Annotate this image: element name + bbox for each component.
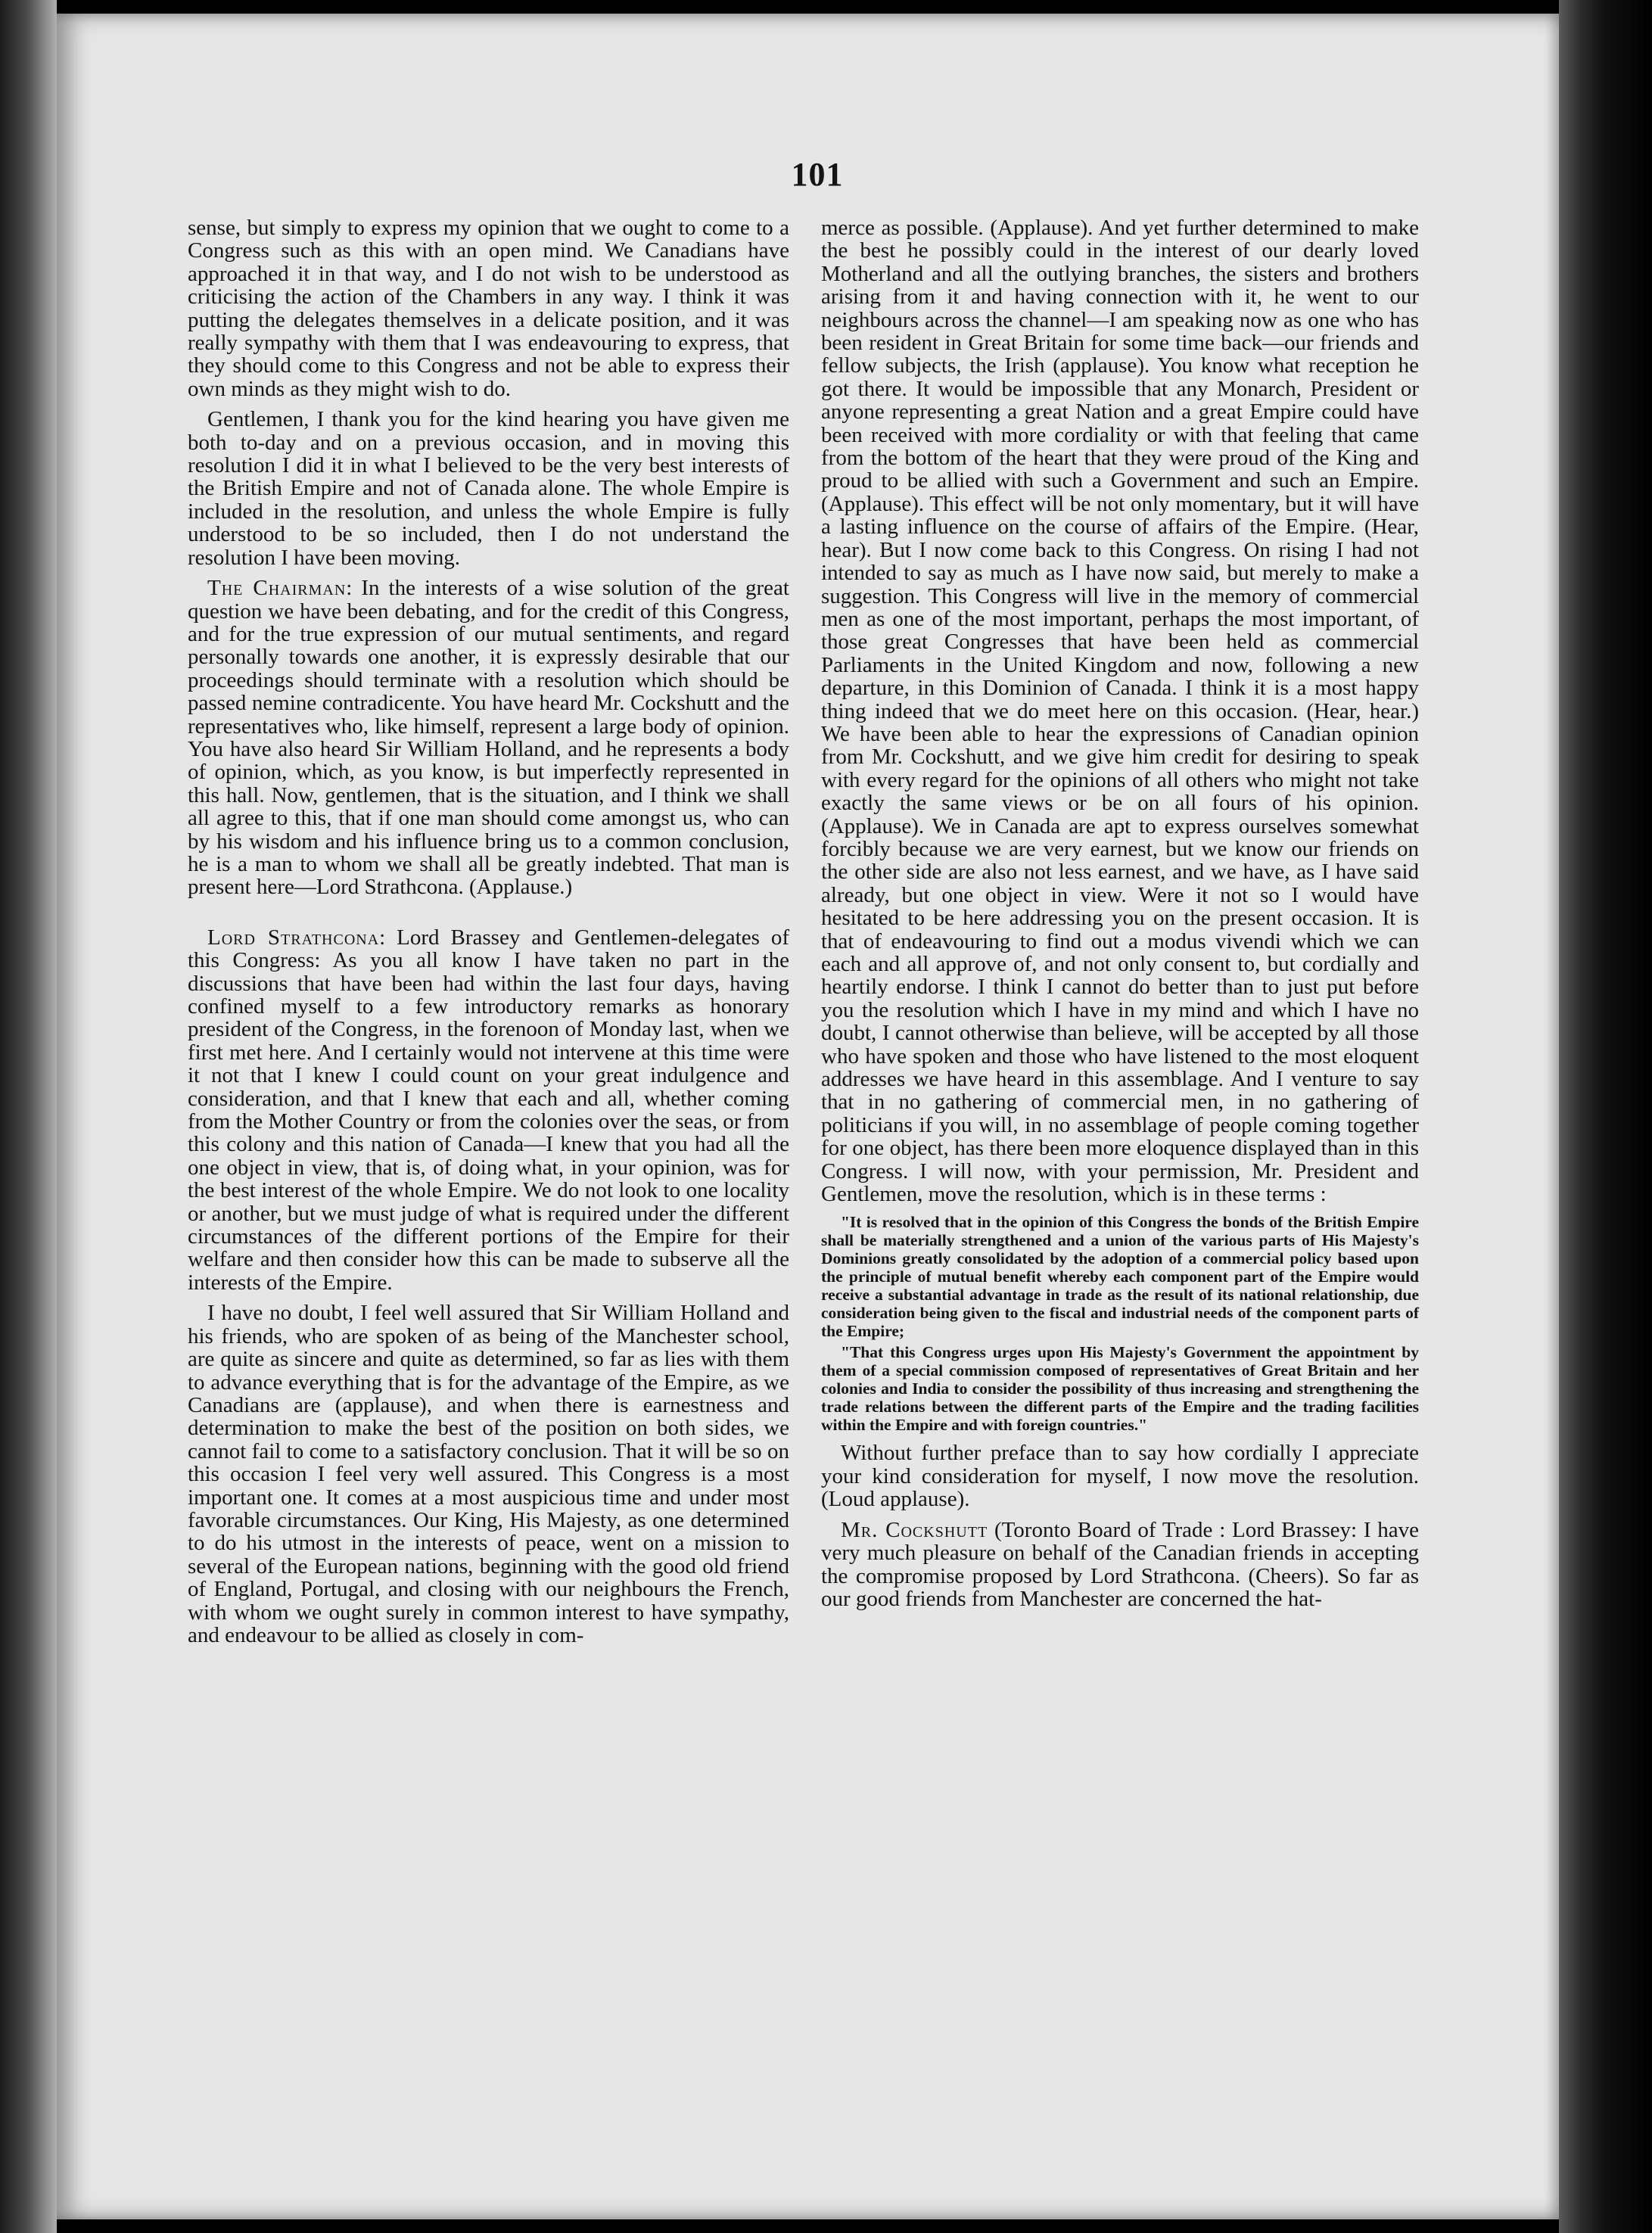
speaker-name: The Chairman	[207, 576, 347, 601]
previous-page-edge	[0, 0, 57, 2233]
resolution-quote	[821, 1213, 1419, 1434]
paragraph: Gentlemen, I thank you for the kind hearing you have given me both to-day and on a previous occasion, and in moving this resolution I did it in what I believed to be the very best interests of the British Empire and not of Canada alone. The whole Empire is included in the resolution, and unless the whole Empire is fully understood to be so included, then I do not understand the resolution I have been moving.	[188, 407, 789, 570]
paragraph: merce as possible. (Applause). And yet further determined to make the best he possibly could in the interest of our dearly loved Motherland and all the outlying branches, the sisters and brothers arising from it and having connection with it, he went to our neighbours across the channel—I am speaking now as one who has been resident in Great Britain for some time back—our friends and fellow subjects, the Irish (applause). You know what reception he got there. It would be impossible that any Monarch, President or anyone representing a great Nation and a great Empire could have been received with more cordiality or with that feeling that came from the bottom of the heart that they were proud of the King and proud to be allied with such a Government and such an Empire. (Applause). This effect will be not only momentary, but it will have a lasting influence on the course of affairs of the Empire. (Hear, hear). But I now come back to this Congress. On rising I had not intended to say as much as I have now said, but merely to make a suggestion. This Congress will live in the memory of commercial men as one of the most important, perhaps the most important, of those great Congresses that have been held as commercial Parliaments in the United Kingdom and now, following a new departure, in this Dominion of Canada. I think it is a most happy thing indeed that we do meet here on this occasion. (Hear, hear.) We have been able to hear the expressions of Canadian opinion from Mr. Cockshutt, and we give him credit for desiring to speak with every regard for the opinions of all others who might not take exactly the same views or be on all fours of his opinion. (Applause). We in Canada are apt to express ourselves somewhat forcibly because we are very earnest, but we know our friends on the other side are also not less earnest, and we have, as I have said already, but one object in view. Were it not so I would have hesitated to be here addressing you on the present occasion. It is that of endeavouring to find out a modus vivendi which we can each and all approve of, and not only consent to, but cordially and heartily endorse. I think I cannot do better than to just put before you the resolution which I have in my mind and which I have no doubt, I cannot otherwise than believe, will be accepted by all those who have spoken and those who have listened to the most eloquent addresses we have heard in this assemblage. And I venture to say that in no gathering of commercial men, in no gathering of politicians if you will, in no assemblage of people coming together for one object, has there been more eloquence displayed than in this Congress. I will now, with your permission, Mr. President and Gentlemen, move the resolution, which is in these terms :	[821, 216, 1419, 1207]
paragraph: Without further preface than to say how cordially I appreciate your kind consideration for myself, I now move the resolution. (Loud applause).	[821, 1441, 1419, 1512]
paragraph	[188, 577, 789, 899]
paragraph	[821, 1519, 1419, 1611]
section-gap	[188, 907, 789, 926]
speaker-name: Lord Strathcona	[207, 925, 380, 950]
speech-text: : Lord Brassey and Gentlemen-delegates of this Congress: As you all know I have taken no part in the discussions that have been had within the last four days, having confined myself to a few introductory remarks as honorary president of the Congress, in the forenoon of Monday last, when we first met here. And I certainly would not intervene at this time were it not that I knew I could count on your great indulgence and consideration, and that I knew that each and all, whether coming from the Mother Country or from the colonies over the seas, or from this colony and this nation of Canada—I knew that you had all the one object in view, that is, of doing what, in your opinion, was for the best interest of the whole Empire. We do not look to one locality or another, but we must judge of what is required under the different circumstances of the different portions of the Empire for their welfare and then consider how this can be made to subserve all the interests of the Empire.	[188, 925, 790, 1295]
left-column	[188, 216, 789, 1654]
right-column	[821, 216, 1419, 1618]
paragraph	[188, 926, 789, 1295]
paragraph: I have no doubt, I feel well assured that Sir William Holland and his friends, who are spoken of as being of the Manchester school, are quite as sincere and quite as determined, so far as lies with them to advance everything that is for the advantage of the Empire, as we Canadians are (applause), and when there is earnestness and determination to make the best of the position on both sides, we cannot fail to come to a satisfactory conclusion. That it will be so on this occasion I feel very well assured. This Congress is a most important one. It comes at a most auspicious time and under most favorable circumstances. Our King, His Majesty, as one determined to do his utmost in the interests of peace, went on a mission to several of the European nations, beginning with the good old friend of England, Portugal, and closing with our neighbours the French, with whom we ought surely in common interest to have sympathy, and endeavour to be allied as closely in com-	[188, 1301, 789, 1647]
speech-text: (Toronto Board of Trade : Lord Brassey: I have very much pleasure on behalf of the Canadian friends in accepting the compromise proposed by Lord Strathcona. (Cheers). So far as our good friends from Manchester are concerned the hat-	[821, 1517, 1419, 1611]
resolution-clause: "It is resolved that in the opinion of this Congress the bonds of the British Empire shall be materially strengthened and a union of the various parts of His Majesty's Dominions greatly consolidated by the adoption of a commercial policy based upon the principle of mutual benefit whereby each component part of the Empire would receive a substantial advantage in trade as the result of its national relationship, due consideration being given to the fiscal and industrial needs of the component parts of the Empire;	[821, 1213, 1419, 1341]
page-edge-shadow	[1559, 0, 1652, 2233]
resolution-clause: "That this Congress urges upon His Majesty's Government the appointment by them of a special commission composed of representatives of Great Britain and her colonies and India to consider the possibility of thus increasing and strengthening the trade relations between the different parts of the Empire and the trading facilities within the Empire and with foreign countries."	[821, 1343, 1419, 1435]
paragraph: sense, but simply to express my opinion that we ought to come to a Congress such as this with an open mind. We Canadians have approached it in that way, and I do not wish to be understood as criticising the action of the Chambers in any way. I think it was putting the delegates themselves in a delicate position, and it was really sympathy with them that I was endeavouring to express, that they should come to this Congress and not be able to express their own minds as they might wish to do.	[188, 216, 789, 401]
speaker-name: Mr. Cockshutt	[841, 1517, 988, 1542]
page-number: 101	[791, 156, 844, 193]
speech-text: : In the interests of a wise solution of the great question we have been debating, and for the credit of this Congress, and for the true expression of our mutual sentiments, and regard personally towards one another, it is expressly desirable that our proceedings should terminate with a resolution which should be passed nemine contradicente. You have heard Mr. Cockshutt and the representatives who, like himself, represent a large body of opinion. You have also heard Sir William Holland, and he represents a body of opinion, which, as you know, is but imperfectly represented in this hall. Now, gentlemen, that is the situation, and I think we shall all agree to this, that if one man should come amongst us, who can by his wisdom and his influence bring us to a common conclusion, he is a man to whom we shall all be greatly indebted. That man is present here—Lord Strathcona. (Applause.)	[188, 576, 789, 900]
